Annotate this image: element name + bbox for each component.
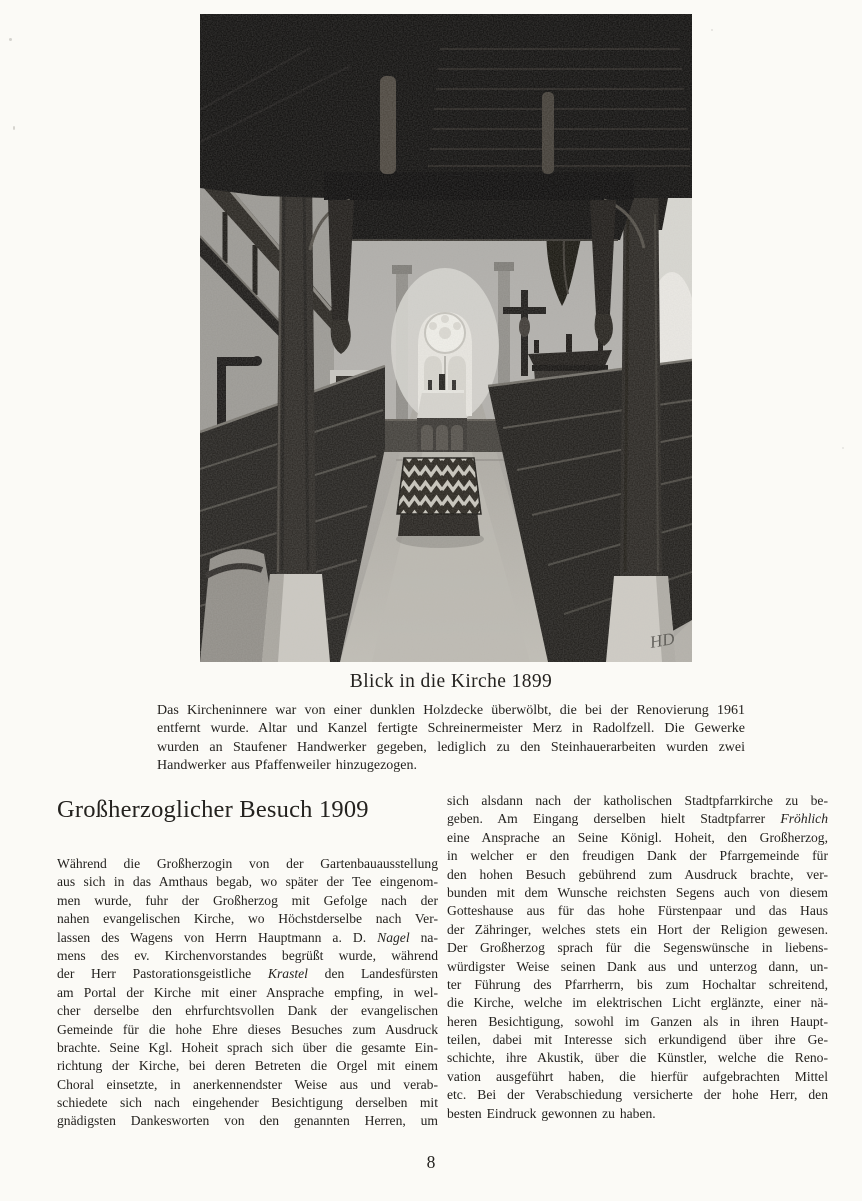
text-line: aus sich in das Amthaus begab, wo später der Tee eingenom- — [57, 874, 438, 890]
photo-caption — [157, 671, 745, 776]
text-line: richtung der Kirche, bei deren Betreten die Orgel mit einem — [57, 1058, 438, 1074]
text-line: wurden an Staufener Handwerker gegeben, lediglich zu den Steinhauerarbeiten wurden zwei — [157, 739, 745, 755]
section-heading: Großherzoglicher Besuch 1909 — [57, 796, 369, 823]
text-line: die Kirche, welche im elektrischen Licht erglänzte, einer nä- — [447, 995, 828, 1011]
text-line: besten Eindruck gewonnen zu haben. — [447, 1105, 656, 1121]
text-line: Während die Großherzogin von der Gartenbauausstellung — [57, 856, 438, 871]
church-photo-illustration — [200, 14, 692, 662]
text-line: am Portal der Kirche mit einer Ansprache empfing, in wel- — [57, 984, 438, 1000]
caption-title: Blick in die Kirche 1899 — [349, 671, 553, 692]
text-line: brachte. Seine Kgl. Hoheit sprach sich über die gesamte Ein- — [57, 1039, 438, 1055]
text-line: eine Ansprache an Seine Königl. Hoheit, den Großherzog, — [447, 829, 828, 845]
text-line: nahen evangelischen Kirche, wo Höchstderselbe nach Ver- — [57, 911, 438, 927]
text-line: gnädigsten Dankesworten von den genannten Herren, um — [57, 1113, 438, 1129]
text-line: geben. Am Eingang derselben hielt Stadtpfarrer Fröhlich — [447, 811, 828, 827]
photo-grain — [200, 14, 692, 662]
text-line: schichte, ihre Akustik, über die Künstler, welche die Reno- — [447, 1050, 828, 1066]
text-line: heren Besichtigung, sowohl im Ganzen als in ihren Haupt- — [447, 1013, 828, 1029]
text-line: schiedete sich nach eingehender Besichtigung derselben mit — [57, 1095, 438, 1111]
text-line: der Herr Pastorationsgeistliche Krastel den Landesfürsten — [57, 966, 438, 982]
scan-speck — [842, 447, 844, 449]
text-line: in welcher er den freudigen Dank der Pfarrgemeinde für — [447, 848, 828, 864]
church-photo — [200, 14, 692, 662]
text-line: Choral einsetzte, in anerkennendster Weise aus und verab- — [57, 1076, 438, 1092]
caption-text — [157, 702, 745, 776]
text-line: ter Führung des Pfarrherrn, bis zum Hochaltar schreitend, — [447, 976, 828, 992]
text-column-left — [57, 855, 438, 1131]
text-line: etc. Bei der Verabschiedung versicherte der hohe Herr, den — [447, 1087, 828, 1103]
text-line: den hohen Besuch gebührend zum Ausdruck brachte, ver- — [447, 866, 828, 882]
scan-speck — [711, 29, 713, 31]
text-line: Das Kircheninnere war von einer dunklen Holzdecke überwölbt, die bei der Renovierung 1961 — [157, 703, 745, 718]
text-line: vation ausgeführt haben, die hierfür aufgebrachten Mittel — [447, 1068, 828, 1084]
text-line: Gotteshause aus für das hohe Fürstenpaar und das Haus — [447, 903, 828, 919]
text-line: Gemeinde für die hohe Ehre dieses Besuches zum Ausdruck — [57, 1021, 438, 1037]
text-line: bunden mit dem Wunsche reichsten Segens auch von diesem — [447, 884, 828, 900]
text-column-right — [447, 792, 828, 1123]
page-number: 8 — [426, 1152, 436, 1172]
text-line: Handwerker aus Pfaffenweiler hinzugezogen. — [157, 758, 418, 774]
text-line: cher derselbe den ehrfurchtsvollen Dank der evangelischen — [57, 1003, 438, 1019]
scan-speck — [9, 38, 12, 41]
text-line: der Zähringer, welches stets ein Hort der Religion gewesen. — [447, 921, 828, 937]
text-line: teilen, dabei mit Interesse sich erkundigend über ihre Ge- — [447, 1032, 828, 1048]
text-line: sich alsdann nach der katholischen Stadtpfarrkirche zu be- — [447, 793, 828, 808]
text-line: würdigster Weise seinen Dank aus und unterzog dann, un- — [447, 958, 828, 974]
text-line: Der Großherzog sprach für die Segenswünsche in liebens- — [447, 940, 828, 956]
text-line: entfernt wurde. Altar und Kanzel fertigte Schreinermeister Merz in Radolfzell. Die Gewerke — [157, 721, 745, 737]
scan-speck — [13, 126, 15, 130]
text-line: lassen des Wagens von Herrn Hauptmann a. D. Nagel na- — [57, 929, 438, 945]
text-line: mens des ev. Kirchenvorstandes begrüßt wurde, während — [57, 947, 438, 963]
text-line: men wurde, fuhr der Großherzog mit Gefolge nach der — [57, 892, 438, 908]
